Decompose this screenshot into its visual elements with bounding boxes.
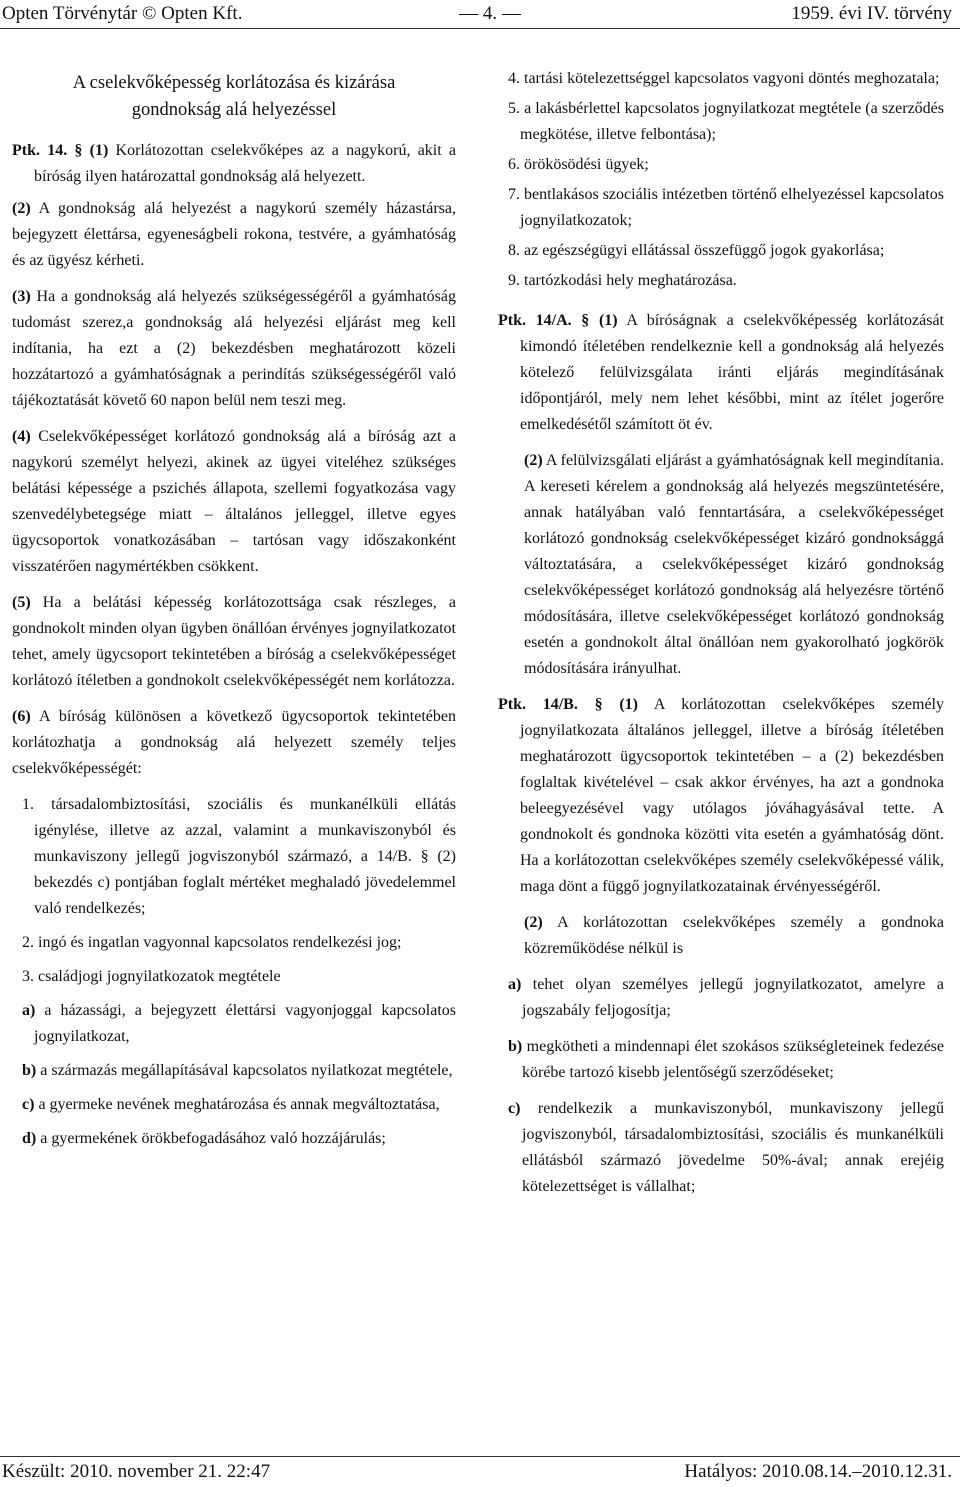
- section-title: A cselekvőképesség korlátozása és kizárása gondnokság alá helyezéssel: [72, 73, 396, 120]
- sub-item: b) megkötheti a mindennapi élet szokásos szükségleteinek fedezése körébe tartozó kisebb jelentőségű szerződéseket;: [508, 1038, 944, 1081]
- list-item: 9. tartózkodási hely meghatározása.: [508, 272, 737, 289]
- list-item: 2. ingó és ingatlan vagyonnal kapcsolatos rendelkezési jog;: [22, 934, 402, 951]
- paragraph-14b-2: (2) A korlátozottan cselekvőképes személy a gondnoka közreműködése nélkül is: [524, 914, 944, 957]
- list-item: 3. családjogi jognyilatkozatok megtétele: [22, 968, 281, 985]
- list-item: 4. tartási kötelezettséggel kapcsolatos vagyoni döntés meghozatala;: [508, 70, 940, 87]
- effective-period: Hatályos: 2010.08.14.–2010.12.31.: [684, 1461, 952, 1482]
- section-head: Ptk. 14/A. § (1): [498, 312, 618, 329]
- paragraph-14a-1: Ptk. 14/A. § (1) A bíróságnak a cselekvőképesség korlátozását kimondó ítéletében rendelkeznie kell a gondnokság alá helyezés kötelező felülvizsgálata iránti eljárás megindításának időpontjáról, mely nem lehet későbbi, mint az ítélet jogerőre emelkedésétől számított öt év.: [498, 312, 944, 433]
- right-column: [498, 66, 944, 1210]
- paragraph-14-4: (4) Cselekvőképességet korlátozó gondnokság alá a bíróság azt a nagykorú személyt helyezi, akinek az ügyei viteléhez szükséges belátási képessége a pszichés állapota, szellemi fogyatkozása vagy szenvedélybetegsége miatt – általános jelleggel, illetve egyes ügycsoportok vonatkozásában – tartósan vagy időszakonként visszatérően nagymértékben csökkent.: [12, 428, 457, 575]
- sub-item: c) a gyermeke nevének meghatározása és annak megváltoztatása,: [22, 1096, 440, 1113]
- paragraph-14b-1: Ptk. 14/B. § (1) A korlátozottan cselekvőképes személy jognyilatkozata általános jelleggel, illetve a bíróság ítéletében meghatározott ügycsoportok tekintetében – a (2) bekezdésben foglaltak kivételével – csak akkor érvényes, ha azt a gondnoka beleegyezésével vagy utólagos jóváhagyásával tette. A gondnokolt és gondnoka közötti vita esetén a gyámhatóság dönt. Ha a korlátozottan cselekvőképes személy cselekvőképessé válik, maga dönt a függő jognyilatkozatainak érvényességéről.: [498, 696, 944, 895]
- sub-item: b) a származás megállapításával kapcsolatos nyilatkozat megtétele,: [22, 1062, 453, 1079]
- list-item: 5. a lakásbérlettel kapcsolatos jognyilatkozat megtétele (a szerződés megkötése, illetve felbontása);: [508, 100, 944, 143]
- paragraph-14-3: (3) Ha a gondnokság alá helyezés szükségességéről a gyámhatóság tudomást szerez,a gondnokság alá helyezési eljárást meg kell indítania, ha ezt a (2) bekezdésben meghatározott közeli hozzátartozó a gyámhatóságnak a perindítás szükségességéről való tájékoztatását követő 60 napon belül nem teszi meg.: [12, 288, 456, 409]
- paragraph-14-5: (5) Ha a belátási képesség korlátozottsága csak részleges, a gondnokolt minden olyan ügyben önállóan érvényes jognyilatkozatot tehet, amely ügycsoport tekintetében a bíróság a cselekvőképességet korlátozó ítéletben a gondnokolt cselekvőképességét nem korlátozza.: [12, 594, 457, 689]
- list-item: 1. társadalombiztosítási, szociális és munkanélküli ellátás igénylése, illetve az azzal, valamint a munkaviszonyból és munkaviszony jellegű jogviszonyból származó, a 14/B. § (2) bekezdés c) pontjában foglalt mértéket meghaladó jövedelemmel való rendelkezés;: [22, 796, 456, 917]
- paragraph-14a-2: (2) A felülvizsgálati eljárást a gyámhatóságnak kell megindítania. A kereseti kérelem a gondnokság alá helyezés megszüntetésére, annak hatályában való fenntartására, a cselekvőképességet korlátozó gondnokság cselekvőképességet kizáró gondnoksággá változtatására, a cselekvőképességet kizáró gondnokság cselekvőképességet korlátozó gondnokság alá helyezésre történő módosítására, illetve cselekvőképességet korlátozó gondnokság esetén a gondnokolt által önállóan nem gyakorolható jogkörök módosítására irányulhat.: [524, 452, 944, 677]
- list-item: 8. az egészségügyi ellátással összefüggő jogok gyakorlása;: [508, 242, 885, 259]
- page-number: — 4. —: [459, 3, 521, 24]
- paragraph-14-6: (6) A bíróság különösen a következő ügycsoportok tekintetében korlátozhatja a gondnokság alá helyezett személy teljes cselekvőképességét:: [12, 708, 456, 777]
- list-item: 7. bentlakásos szociális intézetben történő elhelyezéssel kapcsolatos jognyilatkozatok;: [508, 186, 944, 229]
- section-head: Ptk. 14. § (1): [12, 142, 109, 159]
- sub-item: c) rendelkezik a munkaviszonyból, munkaviszony jellegű jogviszonyból, társadalombiztosítási, szociális és munkanélküli ellátásból származó jövedelme 50%-ával; annak erejéig kötelezettséget is vállalhat;: [508, 1100, 945, 1195]
- page-header: [0, 0, 960, 29]
- paragraph-14-2: (2) A gondnokság alá helyezést a nagykorú személy házastársa, bejegyzett élettársa, egyeneságbeli rokona, testvére, a gyámhatóság és az ügyész kérheti.: [12, 200, 457, 269]
- sub-item: d) a gyermekének örökbefogadásához való hozzájárulás;: [22, 1130, 386, 1147]
- law-title: 1959. évi IV. törvény: [791, 3, 952, 24]
- publisher-label: Opten Törvénytár © Opten Kft.: [2, 3, 243, 24]
- sub-item: a) a házassági, a bejegyzett élettársi vagyonjoggal kapcsolatos jognyilatkozat,: [22, 1002, 457, 1045]
- sub-item: a) tehet olyan személyes jellegű jognyilatkozatot, amelyre a jogszabály feljogosítja;: [508, 976, 945, 1019]
- left-column: [12, 66, 456, 1160]
- generated-date: Készült: 2010. november 21. 22:47: [2, 1461, 271, 1482]
- paragraph-14-1: Ptk. 14. § (1) Korlátozottan cselekvőképes az a nagykorú, akit a bíróság ilyen határozattal gondnokság alá helyezett.: [12, 142, 457, 185]
- page-footer: [0, 1456, 960, 1485]
- list-item: 6. örökösödési ügyek;: [508, 156, 649, 173]
- section-head: Ptk. 14/B. § (1): [498, 696, 638, 713]
